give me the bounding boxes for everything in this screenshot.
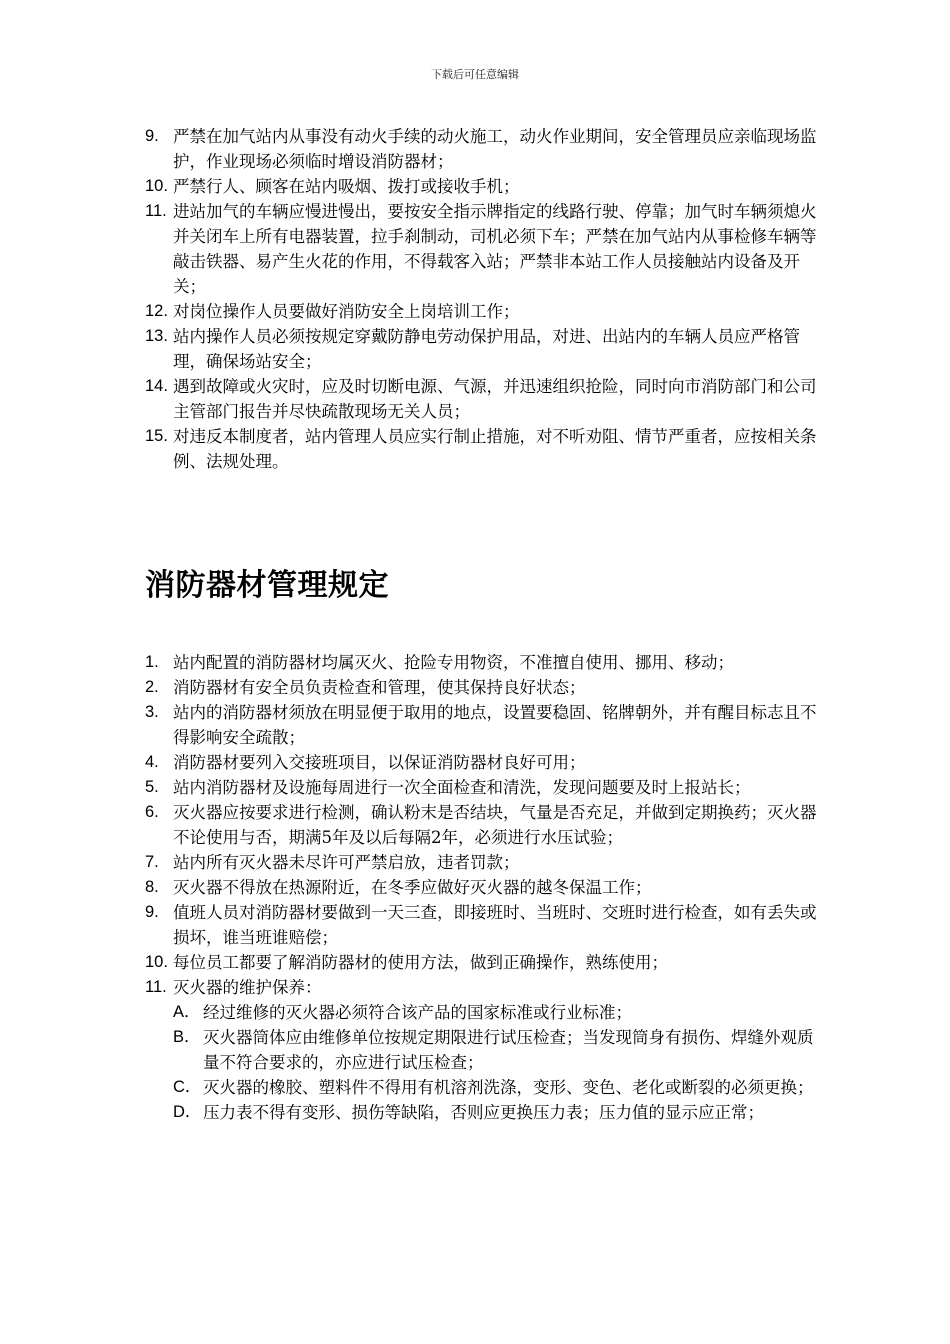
item-number: 15. (145, 427, 168, 445)
item-number: 14. (145, 377, 168, 395)
list-item (145, 675, 825, 700)
list-item (145, 650, 825, 675)
sublist-item (173, 1000, 825, 1025)
item-text: 对违反本制度者，站内管理人员应实行制止措施，对不听劝阻、情节严重者，应按相关条例、法规处理。 (173, 427, 817, 471)
list-item (145, 975, 825, 1125)
list-item (145, 775, 825, 800)
item-text: 站内所有灭火器未尽许可严禁启放，违者罚款； (173, 853, 520, 872)
item-number: 7. (145, 853, 159, 871)
item-text: 严禁在加气站内从事没有动火手续的动火施工，动火作业期间，安全管理员应亲临现场监护，作业现场必须临时增设消防器材； (173, 127, 817, 171)
list-item (145, 950, 825, 975)
item-number: 6. (145, 803, 159, 821)
sub-item-letter: B． (173, 1028, 201, 1046)
list-item (145, 750, 825, 775)
item-number: 1. (145, 653, 159, 671)
item-number: 2. (145, 678, 159, 696)
item-text: 站内配置的消防器材均属灭火、抢险专用物资，不准擅自使用、挪用、移动； (173, 653, 734, 672)
item-number: 9. (145, 127, 159, 145)
sublist-item (173, 1025, 825, 1075)
maintenance-sublist (173, 1000, 825, 1125)
item-text: 灭火器应按要求进行检测，确认粉末是否结块，气量是否充足，并做到定期换药；灭火器不论使用与否，期满5年及以后每隔2年，必须进行水压试验； (173, 803, 817, 847)
item-text: 消防器材有安全员负责检查和管理，使其保持良好状态； (173, 678, 586, 697)
list-item (145, 124, 825, 174)
item-text: 灭火器不得放在热源附近，在冬季应做好灭火器的越冬保温工作； (173, 878, 652, 897)
item-number: 13. (145, 327, 168, 345)
sub-item-text: 灭火器筒体应由维修单位按规定期限进行试压检查；当发现筒身有损伤、焊缝外观质量不符合要求的，亦应进行试压检查； (203, 1028, 814, 1072)
list-item (145, 700, 825, 750)
item-number: 11. (145, 978, 167, 996)
item-text: 站内操作人员必须按规定穿戴防静电劳动保护用品，对进、出站内的车辆人员应严格管理，确保场站安全； (173, 327, 800, 371)
item-number: 5. (145, 778, 159, 796)
item-text: 对岗位操作人员要做好消防安全上岗培训工作； (173, 302, 520, 321)
page-header: 下载后可任意编辑 (431, 68, 519, 81)
item-number: 12. (145, 302, 168, 320)
item-text: 灭火器的维护保养： (173, 978, 322, 997)
sub-item-letter: A． (173, 1003, 201, 1021)
item-number: 10. (145, 177, 168, 195)
sub-item-letter: C． (173, 1078, 202, 1096)
item-text: 站内的消防器材须放在明显便于取用的地点，设置要稳固、铭牌朝外，并有醒目标志且不得影响安全疏散； (173, 703, 817, 747)
item-number: 3. (145, 703, 159, 721)
item-text: 值班人员对消防器材要做到一天三查，即接班时、当班时、交班时进行检查，如有丢失或损坏，谁当班谁赔偿； (173, 903, 817, 947)
item-number: 8. (145, 878, 159, 896)
sub-item-text: 经过维修的灭火器必须符合该产品的国家标准或行业标准； (203, 1003, 632, 1022)
item-text: 每位员工都要了解消防器材的使用方法，做到正确操作，熟练使用； (173, 953, 668, 972)
sublist-item (173, 1075, 825, 1100)
item-number: 11. (145, 202, 167, 220)
fire-equipment-rules-list (145, 650, 825, 1125)
list-item (145, 374, 825, 424)
item-text: 消防器材要列入交接班项目，以保证消防器材良好可用； (173, 753, 586, 772)
safety-rules-list (145, 124, 825, 474)
item-text: 站内消防器材及设施每周进行一次全面检查和清洗，发现问题要及时上报站长； (173, 778, 751, 797)
list-item (145, 424, 825, 474)
sub-item-text: 灭火器的橡胶、塑料件不得用有机溶剂洗涤，变形、变色、老化或断裂的必须更换； (203, 1078, 814, 1097)
list-item (145, 900, 825, 950)
list-item (145, 199, 825, 299)
item-number: 9. (145, 903, 159, 921)
item-text: 进站加气的车辆应慢进慢出，要按安全指示牌指定的线路行驶、停靠；加气时车辆须熄火并关闭车上所有电器装置，拉手刹制动，司机必须下车；严禁在加气站内从事检修车辆等敲击铁器、易产生火花的作用，不得载客入站；严禁非本站工作人员接触站内设备及开关； (173, 202, 817, 296)
list-item (145, 324, 825, 374)
item-text: 严禁行人、顾客在站内吸烟、拨打或接收手机； (173, 177, 520, 196)
sublist-item (173, 1100, 825, 1125)
list-item (145, 875, 825, 900)
list-item (145, 800, 825, 850)
list-item (145, 850, 825, 875)
item-number: 10. (145, 953, 168, 971)
sub-item-text: 压力表不得有变形、损伤等缺陷，否则应更换压力表；压力值的显示应正常； (203, 1103, 764, 1122)
item-text: 遇到故障或火灾时，应及时切断电源、气源，并迅速组织抢险，同时向市消防部门和公司主管部门报告并尽快疏散现场无关人员； (173, 377, 817, 421)
list-item (145, 299, 825, 324)
list-item (145, 174, 825, 199)
item-number: 4. (145, 753, 159, 771)
section-title: 消防器材管理规定 (145, 568, 389, 603)
sub-item-letter: D． (173, 1103, 202, 1121)
